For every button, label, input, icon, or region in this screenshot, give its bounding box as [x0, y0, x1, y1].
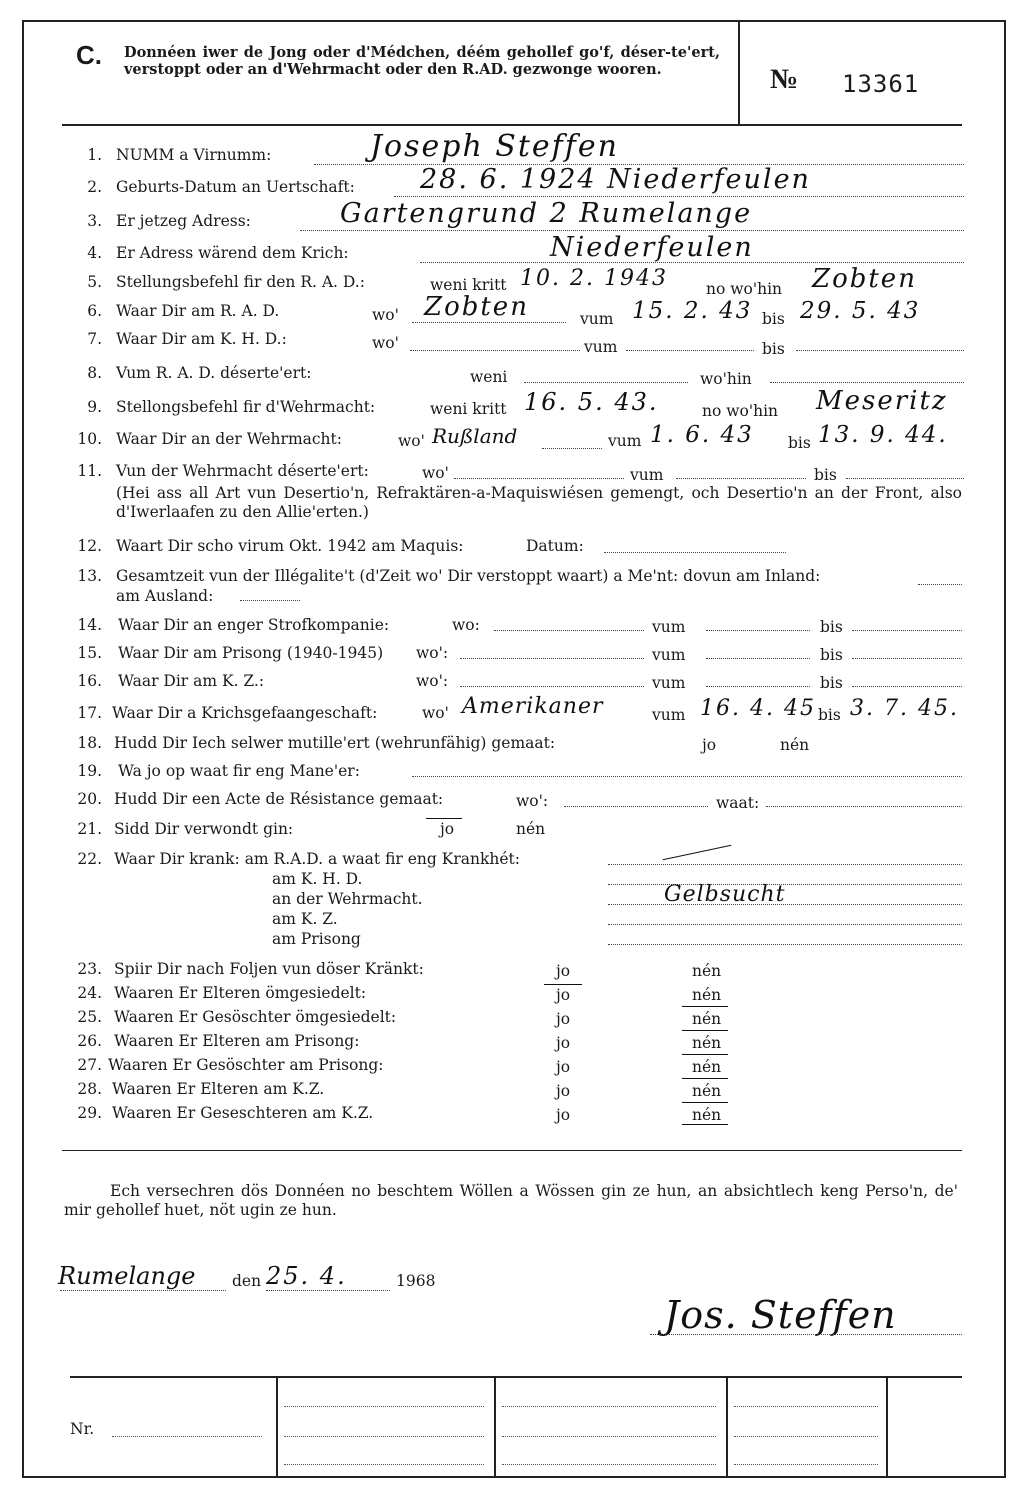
field-number: 16. — [77, 672, 102, 690]
pow-until: 3. 7. 45. — [850, 696, 959, 721]
weni-kritt-label: weni kritt — [430, 276, 507, 294]
nen-underline — [682, 1102, 728, 1103]
fill-line — [412, 776, 962, 777]
nen-option: nén — [780, 736, 810, 754]
wo-label: wo' — [398, 432, 425, 450]
field-label: NUMM a Virnumm: — [116, 146, 272, 164]
vum-label: vum — [652, 618, 686, 636]
war-address-value: Niederfeulen — [550, 232, 754, 263]
field-number: 20. — [77, 790, 102, 808]
field-number: 23. — [77, 960, 102, 978]
field-label: Er Adress wärend dem Krich: — [116, 244, 349, 262]
nen-underline — [682, 1030, 728, 1031]
rad-location: Zobten — [424, 292, 529, 322]
bis-label: bis — [788, 434, 811, 452]
wehrmacht-illness: Gelbsucht — [664, 882, 786, 907]
field-label: Waart Dir scho virum Okt. 1942 am Maquis: — [116, 537, 464, 555]
illness-sublabel: am K. Z. — [272, 910, 338, 928]
field-label: Vun der Wehrmacht déserte'ert: — [116, 462, 369, 480]
cell-fill — [734, 1464, 878, 1465]
field-label: Vum R. A. D. déserte'ert: — [116, 364, 312, 382]
field-number: 7. — [87, 330, 102, 348]
vum-label: vum — [652, 674, 686, 692]
fill-line — [796, 350, 964, 351]
rad-destination: Zobten — [812, 264, 917, 294]
jo-option: jo — [556, 1058, 571, 1076]
signature-place: Rumelange — [58, 1262, 196, 1290]
field-label: Hudd Dir een Acte de Résistance gemaat: — [114, 790, 444, 808]
field-number: 14. — [77, 616, 102, 634]
nr-fill — [112, 1436, 262, 1437]
field-number: 3. — [87, 212, 102, 230]
fill-line — [300, 230, 964, 231]
signature-line — [650, 1334, 962, 1335]
field-number: 10. — [77, 430, 102, 448]
field-number: 15. — [77, 644, 102, 662]
weni-kritt-label: weni kritt — [430, 400, 507, 418]
field-number: 26. — [77, 1032, 102, 1050]
signature-date: 25. 4. — [266, 1262, 347, 1290]
field-number: 28. — [77, 1080, 102, 1098]
vum-label: vum — [608, 432, 642, 450]
fill-line — [454, 478, 624, 479]
bis-label: bis — [814, 466, 837, 484]
field-label: Wa jo op waat fir eng Mane'er: — [118, 762, 360, 780]
jo-option: jo — [556, 1082, 571, 1100]
vum-label: vum — [652, 706, 686, 724]
fill-line — [460, 686, 644, 687]
bis-label: bis — [762, 340, 785, 358]
declaration-text: Ech versechren dös Donnéen no beschtem Wöllen a Wössen gin ze hun, an absichtlech keng Perso'n, de' mir gehollef huet, nöt ugin ze hun. — [64, 1182, 958, 1219]
where-label: wo'hin — [700, 370, 752, 388]
field-label: Waar Dir an enger Strofkompanie: — [118, 616, 390, 634]
wo-label: wo' — [372, 306, 399, 324]
cell-fill — [734, 1406, 878, 1407]
field-number: 27. — [77, 1056, 102, 1074]
nen-option: nén — [692, 1034, 722, 1052]
vum-label: vum — [630, 466, 664, 484]
field-label: Waar Dir krank: am R.A.D. a waat fir eng Krankhét: — [114, 850, 520, 868]
fill-line — [266, 1290, 390, 1291]
fill-line — [706, 658, 810, 659]
fill-line — [766, 806, 962, 807]
wehrmacht-order-date: 16. 5. 43. — [524, 388, 659, 416]
cell-fill — [284, 1464, 484, 1465]
field-number: 9. — [87, 398, 102, 416]
field-label: Waaren Er Elteren ömgesiedelt: — [114, 984, 367, 1002]
cell-fill — [502, 1406, 716, 1407]
nen-underline — [682, 1054, 728, 1055]
bis-label: bis — [820, 674, 843, 692]
footer-divider — [726, 1378, 728, 1476]
cell-fill — [284, 1406, 484, 1407]
signature-year: 1968 — [396, 1272, 436, 1290]
jo-option: jo — [556, 1106, 571, 1124]
field-label: Hudd Dir Iech selwer mutille'ert (wehrunfähig) gemaat: — [114, 734, 556, 752]
vum-label: vum — [584, 338, 618, 356]
jo-underline — [426, 818, 462, 819]
nen-underline — [682, 1006, 728, 1007]
illness-sublabel: am K. H. D. — [272, 870, 363, 888]
field-number: 5. — [87, 273, 102, 291]
field-label: Waaren Er Gesöschter am Prisong: — [108, 1056, 384, 1074]
field-number: 1. — [87, 146, 102, 164]
datum-label: Datum: — [526, 537, 584, 555]
illness-sublabel: an der Wehrmacht. — [272, 890, 423, 908]
rad-from: 15. 2. 43 — [632, 298, 753, 324]
nen-option: nén — [516, 820, 546, 838]
field-number: 21. — [77, 820, 102, 838]
field-label: Stellungsbefehl fir den R. A. D.: — [116, 273, 365, 291]
footer-divider — [886, 1378, 888, 1476]
jo-option: jo — [556, 986, 571, 1004]
field-label: Waaren Er Elteren am K.Z. — [112, 1080, 325, 1098]
fill-line — [706, 686, 810, 687]
bis-label: bis — [820, 618, 843, 636]
fill-line — [60, 1290, 226, 1291]
fill-line — [706, 630, 810, 631]
cell-fill — [502, 1464, 716, 1465]
fill-line — [852, 658, 962, 659]
field-label: Waar Dir a Krichsgefaangeschaft: — [112, 704, 378, 722]
form-title: Donnéen iwer de Jong oder d'Médchen, déém gehollef go'f, déser-te'ert, verstoppt oder an d'Wehrmacht oder den R.AD. gezwonge wooren. — [124, 44, 720, 78]
field-label: Er jetzeg Adress: — [116, 212, 251, 230]
nen-option: nén — [692, 962, 722, 980]
field-number: 12. — [77, 537, 102, 555]
field-label: Stellongsbefehl fir d'Wehrmacht: — [116, 398, 376, 416]
fill-line — [564, 806, 708, 807]
field-number: 24. — [77, 984, 102, 1002]
fill-line — [852, 686, 962, 687]
field-number: 11. — [77, 462, 102, 480]
wo-label: wo' — [372, 334, 399, 352]
cell-fill — [734, 1436, 878, 1437]
field-number: 6. — [87, 302, 102, 320]
fill-line — [460, 658, 644, 659]
fill-line — [918, 584, 962, 585]
nen-option: nén — [692, 1106, 722, 1124]
jo-option: jo — [440, 820, 455, 838]
field-label: Waaren Er Elteren am Prisong: — [114, 1032, 360, 1050]
wo-label: wo': — [416, 672, 449, 690]
field-label: Waar Dir an der Wehrmacht: — [116, 430, 342, 448]
illness-sublabel: am Prisong — [272, 930, 361, 948]
field-number: 13. — [77, 567, 102, 585]
field-label: Waaren Er Geseschteren am K.Z. — [112, 1104, 374, 1122]
fill-line — [608, 944, 962, 945]
den-label: den — [232, 1272, 262, 1290]
fill-line — [394, 196, 964, 197]
jo-underline — [544, 984, 582, 985]
wo-label: wo': — [516, 792, 549, 810]
declaration-rule — [62, 1150, 962, 1151]
bis-label: bis — [818, 706, 841, 724]
rad-until: 29. 5. 43 — [800, 298, 921, 324]
wo-label: wo' — [422, 704, 449, 722]
bis-label: bis — [762, 310, 785, 328]
nen-option: nén — [692, 1082, 722, 1100]
footer-divider — [494, 1378, 496, 1476]
number-symbol: № — [770, 64, 799, 95]
fill-line — [608, 924, 962, 925]
nen-underline — [682, 1078, 728, 1079]
fill-line — [410, 350, 580, 351]
field-number: 22. — [77, 850, 102, 868]
rad-order-date: 10. 2. 1943 — [520, 266, 668, 291]
nen-option: nén — [692, 1058, 722, 1076]
field-label: Waaren Er Gesöschter ömgesiedelt: — [114, 1008, 397, 1026]
wo-label: wo': — [416, 644, 449, 662]
field-label: Waar Dir am Prisong (1940-1945) — [118, 644, 384, 662]
fill-line — [676, 478, 806, 479]
wehrmacht-destination: Meseritz — [816, 386, 948, 416]
form-number: 13361 — [842, 70, 920, 98]
where-label: no wo'hin — [706, 280, 783, 298]
field-label: Waar Dir am K. H. D.: — [116, 330, 287, 348]
jo-option: jo — [556, 1010, 571, 1028]
fill-line — [524, 382, 688, 383]
fill-line — [852, 630, 962, 631]
footer-divider — [276, 1378, 278, 1476]
field-label: Waar Dir am R. A. D. — [116, 302, 280, 320]
fill-line — [626, 350, 754, 351]
field-number: 18. — [77, 734, 102, 752]
weni-label: weni — [470, 368, 508, 386]
vum-label: vum — [652, 646, 686, 664]
field-number: 17. — [77, 704, 102, 722]
wehrmacht-from: 1. 6. 43 — [650, 422, 754, 448]
field-label: Sidd Dir verwondt gin: — [114, 820, 294, 838]
wo-label: wo: — [452, 616, 480, 634]
field-number: 4. — [87, 244, 102, 262]
field-number: 2. — [87, 178, 102, 196]
jo-option: jo — [556, 962, 571, 980]
waat-label: waat: — [716, 794, 760, 812]
field-number: 29. — [77, 1104, 102, 1122]
nen-option: nén — [692, 1010, 722, 1028]
cell-fill — [284, 1436, 484, 1437]
wo-label: wo' — [422, 464, 449, 482]
bis-label: bis — [820, 646, 843, 664]
nen-option: nén — [692, 986, 722, 1004]
field-label: Spiir Dir nach Foljen vun döser Kränkt: — [114, 960, 424, 978]
cell-fill — [502, 1436, 716, 1437]
fill-line — [846, 478, 964, 479]
ausland-label: am Ausland: — [116, 587, 214, 605]
address-value: Gartengrund 2 Rumelange — [340, 198, 753, 229]
fill-line — [412, 322, 566, 323]
birth-value: 28. 6. 1924 Niederfeulen — [420, 164, 811, 195]
fill-line — [608, 864, 962, 865]
header-bottom-rule — [62, 124, 962, 126]
jo-option: jo — [556, 1034, 571, 1052]
jo-option: jo — [702, 736, 717, 754]
nen-underline — [682, 1124, 728, 1125]
desertion-note: (Hei ass all Art vun Desertio'n, Refraktären-a-Maquiswiésen gemengt, och Desertio'n an der Front, also d'Iwerlaafen zu den Allie'erten.) — [116, 484, 962, 521]
fill-line — [604, 552, 786, 553]
field-number: 8. — [87, 364, 102, 382]
field-number: 19. — [77, 762, 102, 780]
header-divider — [738, 22, 740, 124]
wehrmacht-until: 13. 9. 44. — [818, 422, 948, 448]
fill-line — [240, 600, 300, 601]
field-label: Geburts-Datum an Uertschaft: — [116, 178, 355, 196]
name-value: Joseph Steffen — [370, 129, 619, 164]
wehrmacht-location: Rußland — [432, 424, 518, 448]
footer-top-rule — [70, 1376, 962, 1378]
fill-line — [542, 448, 602, 449]
pow-from: 16. 4. 45 — [700, 696, 816, 721]
field-label: Gesamtzeit vun der Illégalite't (d'Zeit wo' Dir verstoppt waart) a Me'nt: dovun am Inland: — [116, 567, 821, 585]
field-label: Waar Dir am K. Z.: — [118, 672, 265, 690]
where-label: no wo'hin — [702, 402, 779, 420]
vum-label: vum — [580, 310, 614, 328]
fill-line — [494, 630, 644, 631]
field-number: 25. — [77, 1008, 102, 1026]
pow-location: Amerikaner — [462, 694, 604, 719]
section-letter: C. — [76, 40, 102, 70]
fill-line — [770, 382, 964, 383]
nr-label: Nr. — [70, 1420, 95, 1438]
signature: Jos. Steffen — [664, 1293, 897, 1337]
